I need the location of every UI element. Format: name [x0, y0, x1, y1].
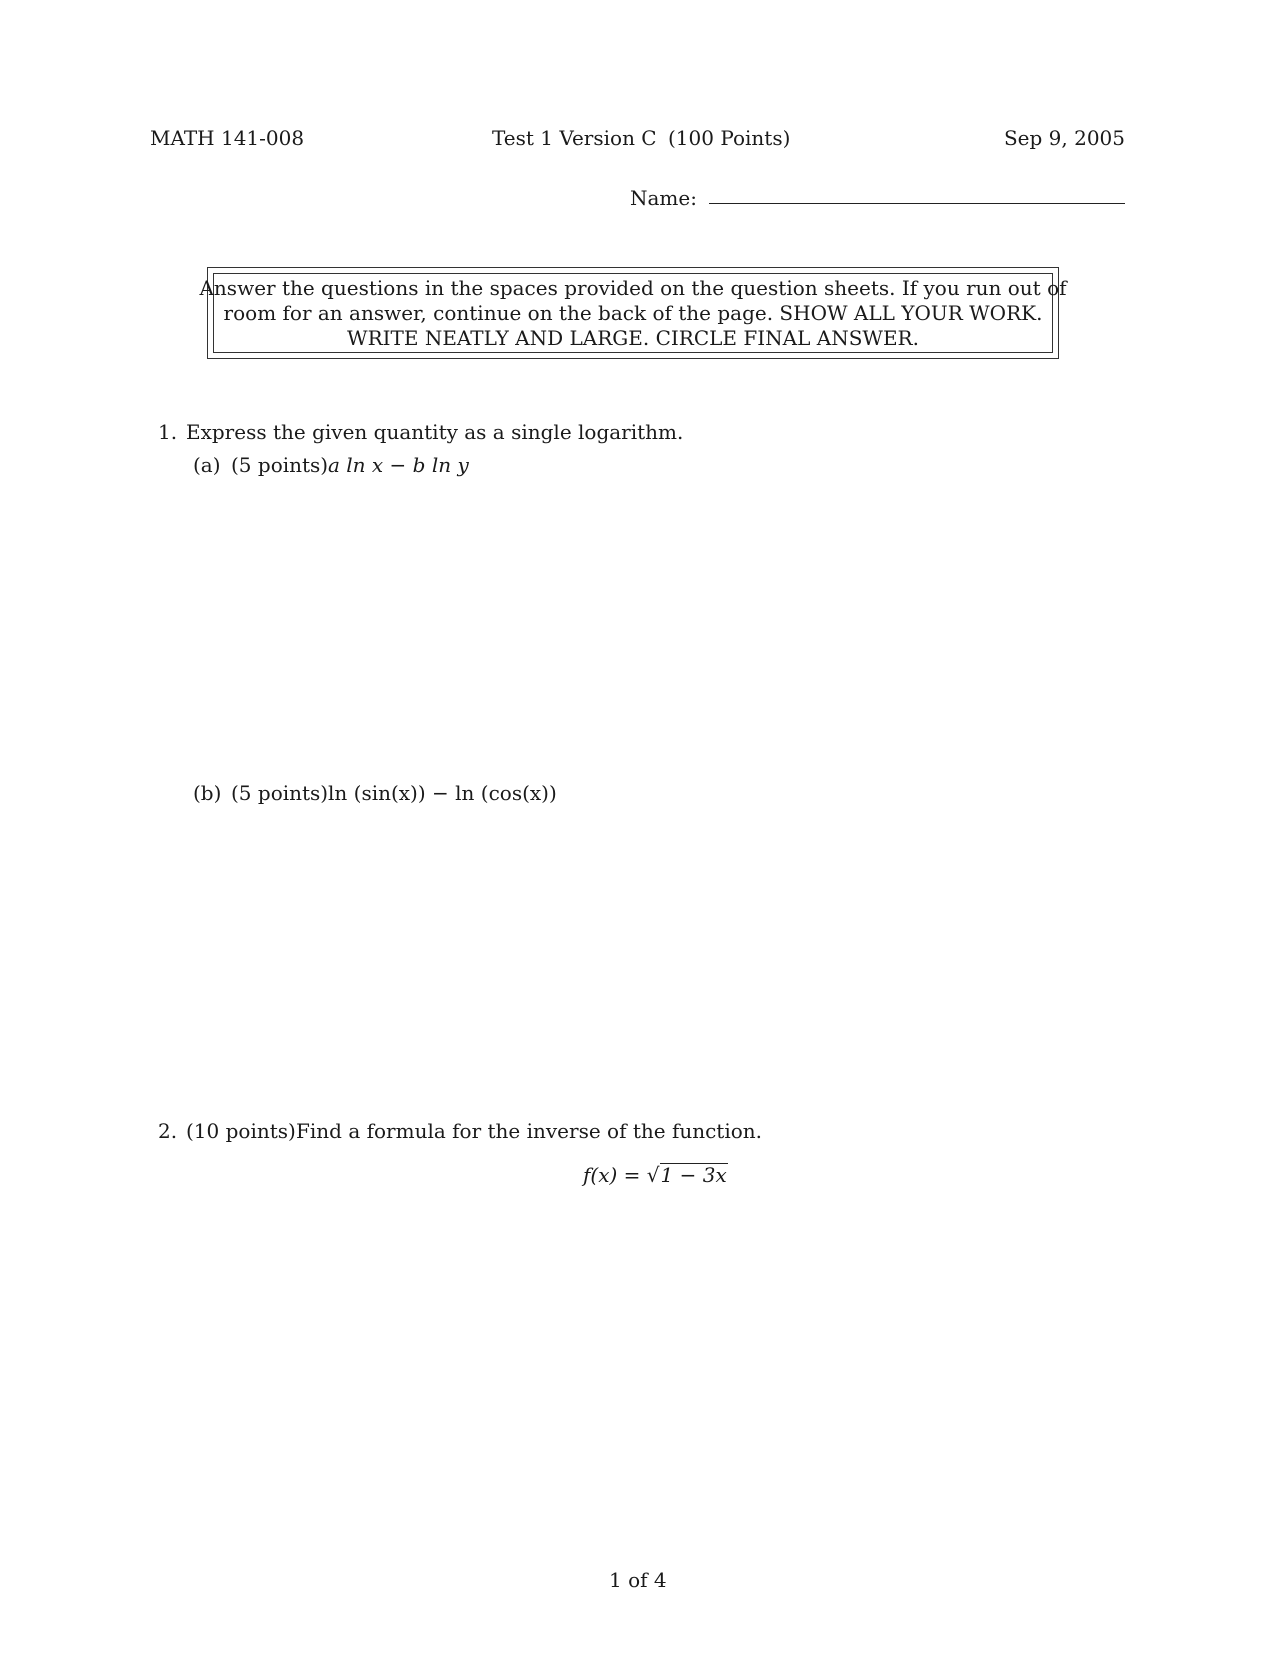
- question-1-text: Express the given quantity as a single logarithm.: [186, 420, 684, 444]
- question-1b-points: (5 points): [231, 781, 329, 805]
- course-code: MATH 141-008: [150, 126, 305, 150]
- question-1a-expression: a ln x − b ln y: [328, 453, 469, 477]
- question-1b-expression: ln (sin(x)) − ln (cos(x)): [328, 781, 557, 805]
- page-number: 1 of 4: [609, 1568, 667, 1592]
- name-field[interactable]: [709, 203, 1125, 204]
- question-1-number: 1.: [158, 420, 178, 444]
- question-2-points: (10 points): [186, 1119, 296, 1143]
- square-root: [647, 1163, 728, 1187]
- radical-sign: √: [646, 1163, 660, 1187]
- name-label: Name:: [630, 186, 697, 210]
- question-1a-points: (5 points): [231, 453, 329, 477]
- instructions-box: [199, 267, 1067, 359]
- test-title: Test 1 Version C: [492, 126, 657, 150]
- question-2-text: Find a formula for the inverse of the function.: [296, 1119, 763, 1143]
- question-2-formula: [583, 1163, 728, 1187]
- total-points: (100 Points): [668, 126, 791, 150]
- formula-radicand: 1 − 3x: [660, 1163, 727, 1187]
- question-1a-label: (a): [193, 453, 221, 477]
- instructions-line-2: room for an answer, continue on the back of the page. SHOW ALL YOUR WORK.: [223, 300, 1043, 325]
- instructions-line-1: Answer the questions in the spaces provided on the question sheets. If you run out of: [199, 275, 1067, 300]
- question-1b-label: (b): [193, 781, 222, 805]
- question-2-number: 2.: [158, 1119, 178, 1143]
- test-date: Sep 9, 2005: [1003, 126, 1125, 150]
- formula-lhs: f(x) =: [583, 1163, 641, 1187]
- instructions-line-3: WRITE NEATLY AND LARGE. CIRCLE FINAL ANSWER.: [347, 325, 919, 350]
